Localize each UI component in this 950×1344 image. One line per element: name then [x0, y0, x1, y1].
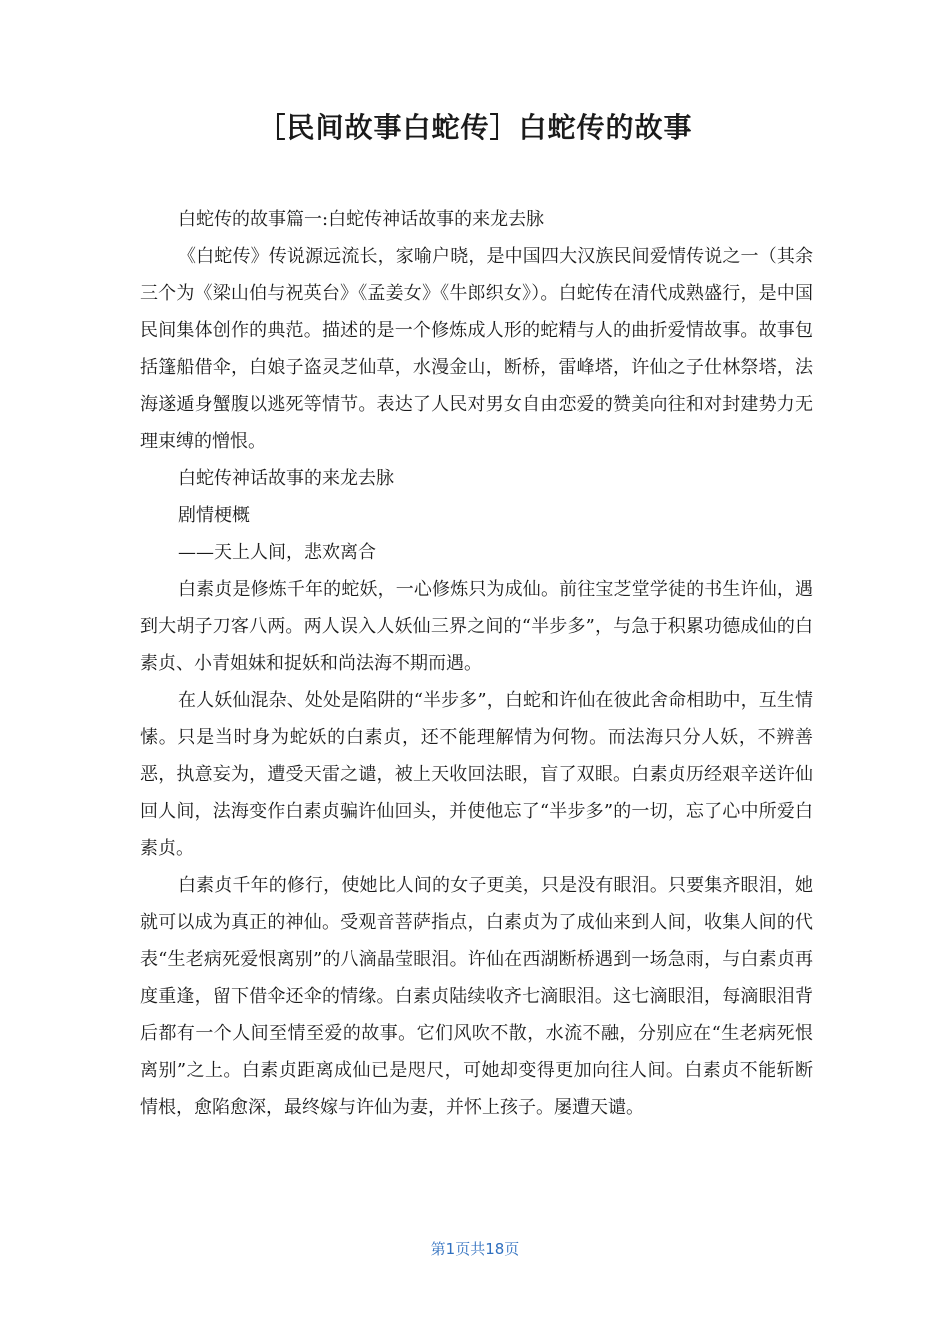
paragraph-intro: 《白蛇传》传说源远流长，家喻户晓，是中国四大汉族民间爱情传说之一（其余三个为《梁山伯与祝英台》《孟姜女》《牛郎织女》）。白蛇传在清代成熟盛行，是中国民间集体创作的典范。描述的是一个修炼成人形的蛇精与人的曲折爱情故事。故事包括篷船借伞，白娘子盗灵芝仙草，水漫金山，断桥，雷峰塔，许仙之子仕林祭塔，法海遂遁身蟹腹以逃死等情节。表达了人民对男女自由恋爱的赞美向往和对封建势力无理束缚的憎恨。 [140, 246, 813, 452]
paragraph-story-1: 白素贞是修炼千年的蛇妖，一心修炼只为成仙。前往宝芝堂学徒的书生许仙，遇到大胡子刀客八两。两人误入人妖仙三界之间的“半步多”，与急于积累功德成仙的白素贞、小青姐妹和捉妖和尚法海不期而遇。 [140, 579, 813, 674]
page-title: ［民间故事白蛇传］白蛇传的故事 [257, 111, 693, 144]
page-number: 第1页共18页 [430, 1240, 520, 1258]
paragraph-synopsis-label: 剧情梗概 [178, 505, 250, 526]
document-body [140, 201, 813, 1126]
paragraph-story-2: 在人妖仙混杂、处处是陷阱的“半步多”，白蛇和许仙在彼此舍命相助中，互生情愫。只是当时身为蛇妖的白素贞，还不能理解情为何物。而法海只分人妖，不辨善恶，执意妄为，遭受天雷之谴，被上天收回法眼，盲了双眼。白素贞历经艰辛送许仙回人间，法海变作白素贞骗许仙回头，并使他忘了“半步多”的一切，忘了心中所爱白素贞。 [140, 690, 813, 859]
paragraph-story-3: 白素贞千年的修行，使她比人间的女子更美，只是没有眼泪。只要集齐眼泪，她就可以成为真正的神仙。受观音菩萨指点，白素贞为了成仙来到人间，收集人间的代表“生老病死爱恨离别”的八滴晶莹眼泪。许仙在西湖断桥遇到一场急雨，与白素贞再度重逢，留下借伞还伞的情缘。白素贞陆续收齐七滴眼泪。这七滴眼泪，每滴眼泪背后都有一个人间至情至爱的故事。它们风吹不散，水流不融，分别应在“生老病死恨离别”之上。白素贞距离成仙已是咫尺，可她却变得更加向往人间。白素贞不能斩断情根，愈陷愈深，最终嫁与许仙为妻，并怀上孩子。屡遭天谴。 [140, 875, 813, 1118]
paragraph-heading-chapter: 白蛇传的故事篇一:白蛇传神话故事的来龙去脉 [178, 209, 545, 230]
paragraph-subheading: 白蛇传神话故事的来龙去脉 [178, 468, 394, 489]
paragraph-tagline: ——天上人间，悲欢离合 [178, 542, 376, 563]
